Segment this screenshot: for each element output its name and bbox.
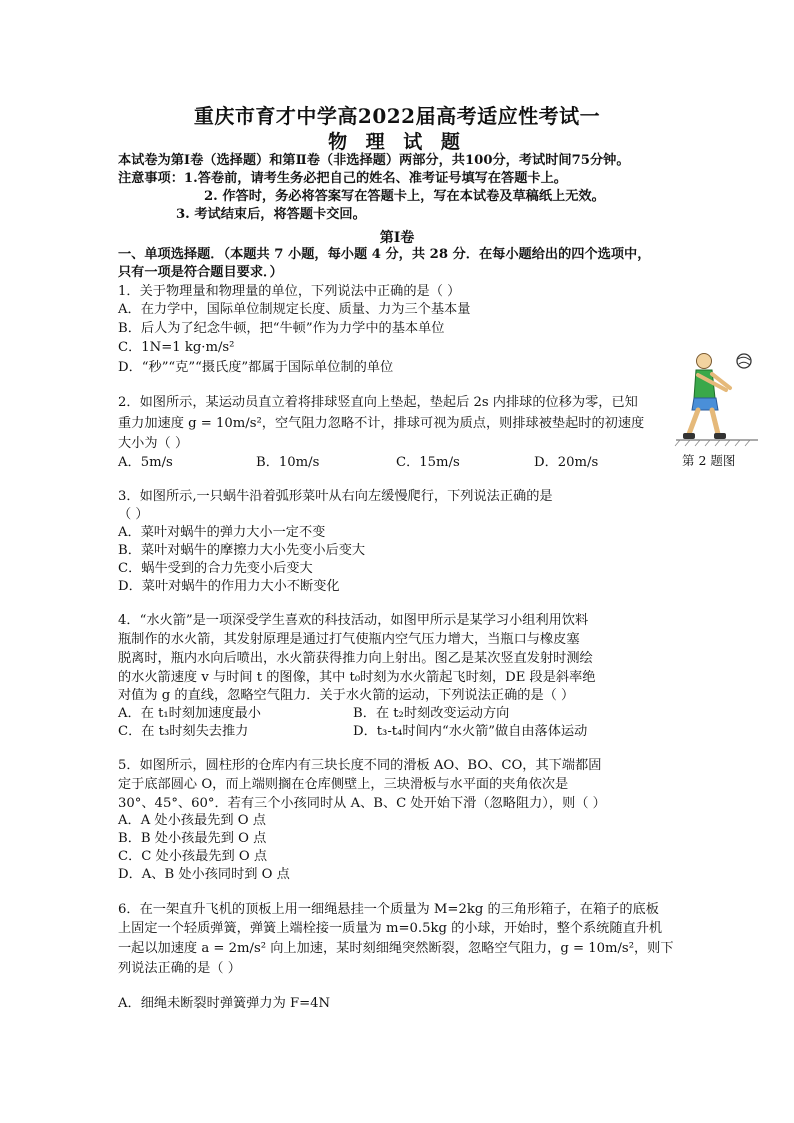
q3-option-d: D．菜叶对蜗牛的作用力大小不断变化 — [118, 579, 340, 594]
intro-line: 本试卷为第Ⅰ卷（选择题）和第Ⅱ卷（非选择题）两部分，共100分，考试时间75分钟。 — [118, 153, 630, 168]
q1-option-c: C．1N=1 kg·m/s² — [118, 340, 235, 355]
notice-3: 3. 考试结束后，将答题卡交回。 — [176, 207, 366, 222]
q3-option-a: A．菜叶对蜗牛的弹力大小一定不变 — [118, 525, 326, 540]
q2-stem-2: 重力加速度 g = 10m/s²，空气阻力忽略不计，排球可视为质点，则排球被垫起时的初速度 — [118, 416, 645, 431]
q4-option-c: C．在 t₃时刻失去推力 — [118, 724, 249, 739]
q2-option-d: D．20m/s — [534, 455, 599, 470]
notice-1: 注意事项：1.答卷前，请考生务必把自己的姓名、准考证号填写在答题卡上。 — [118, 171, 567, 186]
q1-option-a: A．在力学中，国际单位制规定长度、质量、力为三个基本量 — [118, 302, 471, 317]
q2-option-a: A．5m/s — [118, 455, 173, 470]
part1-instruction: 一、单项选择题．（本题共 7 小题，每小题 4 分，共 28 分．在每小题给出的四个选项中， — [118, 247, 651, 262]
q5-stem-2: 定于底部圆心 O，而上端则搁在仓库侧壁上，三块滑板与水平面的夹角依次是 — [118, 777, 569, 792]
q3-option-b: B．菜叶对蜗牛的摩擦力大小先变小后变大 — [118, 543, 366, 558]
exam-subtitle: 物 理 试 题 — [328, 131, 466, 153]
q5-option-c: C．C 处小孩最先到 O 点 — [118, 849, 268, 864]
q6-option-a: A．细绳未断裂时弹簧弹力为 F=4N — [118, 996, 331, 1011]
q5-option-a: A．A 处小孩最先到 O 点 — [118, 813, 266, 828]
q1-stem: 1．关于物理量和物理量的单位，下列说法中正确的是（ ） — [118, 284, 461, 299]
q4-stem-1: 4．“水火箭”是一项深受学生喜欢的科技活动，如图甲所示是某学习小组利用饮料 — [118, 613, 589, 628]
q4-option-b: B．在 t₂时刻改变运动方向 — [353, 706, 510, 721]
q1-option-b: B．后人为了纪念牛顿，把“牛顿”作为力学中的基本单位 — [118, 321, 445, 336]
q2-option-b: B．10m/s — [256, 455, 320, 470]
q3-stem-2: （ ） — [118, 507, 149, 522]
q6-stem-2: 上固定一个轻质弹簧，弹簧上端栓接一质量为 m=0.5kg 的小球，开始时，整个系统随直升机 — [118, 921, 663, 936]
q5-option-d: D．A、B 处小孩同时到 O 点 — [118, 867, 290, 882]
section-heading: 第Ⅰ卷 — [379, 230, 415, 246]
q5-stem-3: 30°、45°、60°．若有三个小孩同时从 A、B、C 处开始下滑（忽略阻力），则（ ） — [118, 796, 606, 811]
q2-figure-caption: 第 2 题图 — [682, 453, 736, 468]
q4-option-a: A．在 t₁时刻加速度最小 — [118, 706, 261, 721]
q5-option-b: B．B 处小孩最先到 O 点 — [118, 831, 267, 846]
q4-stem-4: 的水火箭速度 v 与时间 t 的图像，其中 t₀时刻为水火箭起飞时刻，DE 段是斜率绝 — [118, 670, 596, 685]
q1-option-d: D．“秒”“克”“摄氏度”都属于国际单位制的单位 — [118, 360, 394, 375]
q3-option-c: C．蜗牛受到的合力先变小后变大 — [118, 561, 313, 576]
q5-stem-1: 5．如图所示，圆柱形的仓库内有三块长度不同的滑板 AO、BO、CO，其下端都固 — [118, 758, 602, 773]
q4-option-d: D．t₃-t₄时间内“水火箭”做自由落体运动 — [353, 724, 588, 739]
q4-stem-5: 对值为 g 的直线，忽略空气阻力．关于水火箭的运动，下列说法正确的是（ ） — [118, 688, 575, 703]
volleyball-player-figure — [674, 348, 760, 448]
exam-title: 重庆市育才中学高2022届高考适应性考试一 — [193, 104, 601, 128]
q6-stem-3: 一起以加速度 a = 2m/s² 向上加速，某时刻细绳突然断裂，忽略空气阻力，g = 10m/s²，则下 — [118, 941, 674, 956]
q4-stem-2: 瓶制作的水火箭，其发射原理是通过打气使瓶内空气压力增大，当瓶口与橡皮塞 — [118, 632, 580, 647]
q2-option-c: C．15m/s — [396, 455, 460, 470]
q3-stem-1: 3．如图所示,一只蜗牛沿着弧形菜叶从右向左缓慢爬行，下列说法正确的是 — [118, 489, 553, 504]
q4-stem-3: 脱离时，瓶内水向后喷出，水火箭获得推力向上射出。图乙是某次竖直发射时测绘 — [118, 651, 593, 666]
q2-stem-1: 2．如图所示，某运动员直立着将排球竖直向上垫起，垫起后 2s 内排球的位移为零，已知 — [118, 395, 638, 410]
q2-stem-3: 大小为（ ） — [118, 436, 189, 451]
notice-2: 2. 作答时，务必将答案写在答题卡上，写在本试卷及草稿纸上无效。 — [204, 189, 605, 204]
part1-instruction-cont: 只有一项是符合题目要求．） — [118, 265, 283, 280]
q6-stem-1: 6．在一架直升飞机的顶板上用一细绳悬挂一个质量为 M=2kg 的三角形箱子，在箱子的底板 — [118, 902, 659, 917]
q6-stem-4: 列说法正确的是（ ） — [118, 961, 241, 976]
